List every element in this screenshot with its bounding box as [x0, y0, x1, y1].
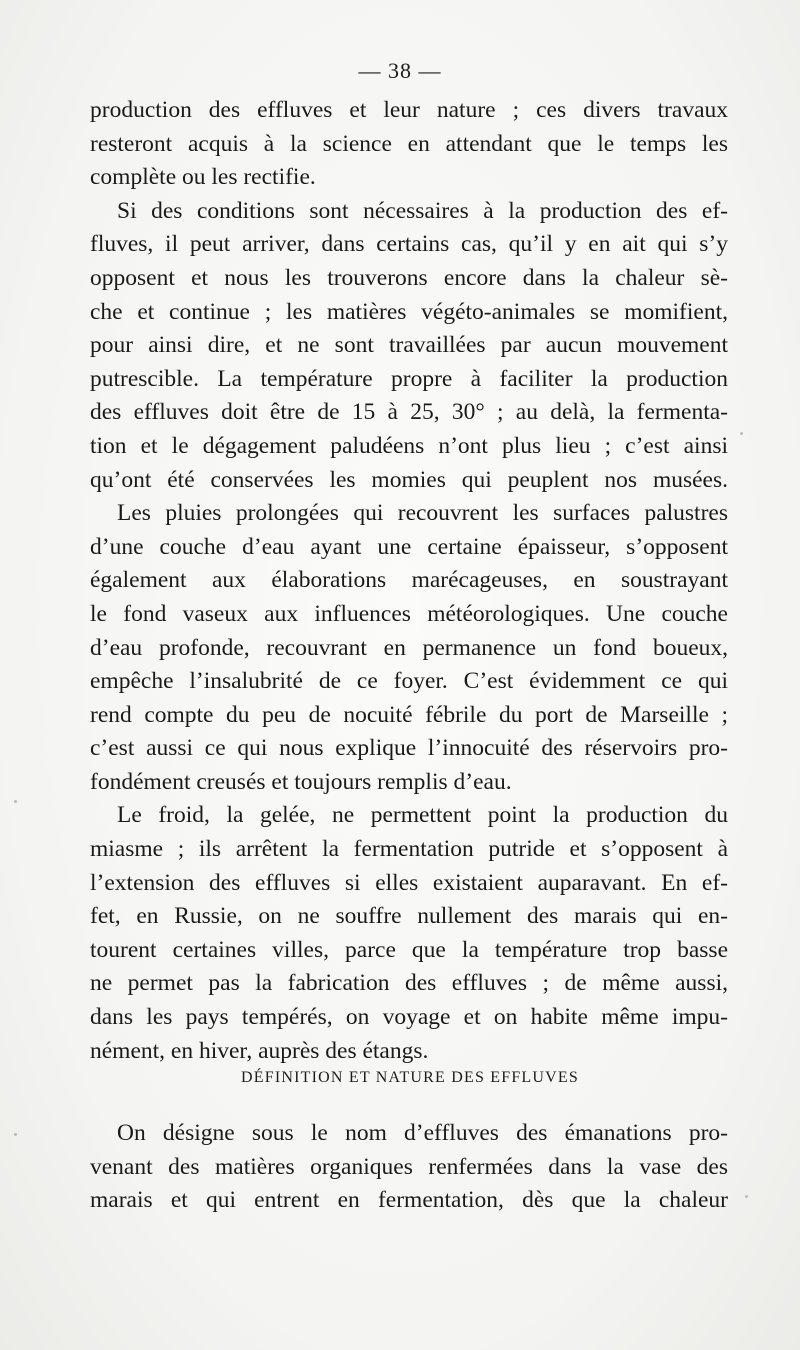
- text-line: tourent certaines villes, parce que la température trop basse: [90, 936, 728, 963]
- text-line: marais et qui entrent en fermentation, dès que la chaleur: [90, 1187, 728, 1214]
- text-line: On désigne sous le nom d’effluves des émanations pro-: [117, 1120, 728, 1146]
- body-text: [90, 94, 728, 1068]
- text-line: Si des conditions sont nécessaires à la production des ef-: [117, 197, 728, 224]
- text-line: c’est aussi ce qui nous explique l’innocuité des réservoirs pro-: [90, 735, 728, 762]
- text-line: également aux élaborations marécageuses, en soustrayant: [90, 567, 728, 594]
- paper-speck: [745, 1195, 748, 1198]
- text-line: tion et le dégagement paludéens n’ont plus lieu ; c’est ainsi: [90, 432, 728, 459]
- text-line: fet, en Russie, on ne souffre nullement des marais qui en-: [90, 903, 728, 930]
- text-line: pour ainsi dire, et ne sont travaillées par aucun mouvement: [90, 332, 728, 359]
- text-line: le fond vaseux aux influences météorologiques. Une couche: [90, 600, 728, 627]
- text-line: qu’ont été conservées les momies qui peuplent nos musées.: [90, 466, 728, 493]
- text-line: fondément creusés et toujours remplis d’eau.: [90, 768, 512, 795]
- text-line: l’extension des effluves si elles existaient auparavant. En ef-: [90, 869, 728, 896]
- section-heading: DÉFINITION ET NATURE DES EFFLUVES: [241, 1069, 579, 1086]
- text-line: complète ou les rectifie.: [90, 164, 316, 191]
- text-line: production des effluves et leur nature ; ces divers travaux: [90, 97, 728, 123]
- text-line: Le froid, la gelée, ne permettent point la production du: [117, 802, 728, 829]
- text-line: miasme ; ils arrêtent la fermentation putride et s’opposent à: [90, 836, 728, 863]
- text-line: resteront acquis à la science en attendant que le temps les: [90, 130, 728, 157]
- paper-speck: [14, 800, 17, 803]
- text-line: fluves, il peut arriver, dans certains cas, qu’il y en ait qui s’y: [90, 231, 728, 258]
- text-line: d’une couche d’eau ayant une certaine épaisseur, s’opposent: [90, 533, 728, 560]
- text-line: nément, en hiver, auprès des étangs.: [90, 1037, 429, 1064]
- text-line: Les pluies prolongées qui recouvrent les surfaces palustres: [117, 500, 728, 527]
- text-line: opposent et nous les trouverons encore dans la chaleur sè-: [90, 264, 728, 291]
- text-line: d’eau profonde, recouvrant en permanence un fond boueux,: [90, 634, 728, 661]
- text-line: empêche l’insalubrité de ce foyer. C’est évidemment ce qui: [90, 668, 728, 695]
- text-line: des effluves doit être de 15 à 25, 30° ; au delà, la fermenta-: [90, 399, 728, 426]
- body-text-continued: [90, 1117, 728, 1218]
- text-line: ne permet pas la fabrication des effluves ; de même aussi,: [90, 970, 728, 997]
- text-line: rend compte du peu de nocuité fébrile du port de Marseille ;: [90, 701, 728, 728]
- text-line: venant des matières organiques renfermées dans la vase des: [90, 1153, 728, 1180]
- text-line: che et continue ; les matières végéto-animales se momifient,: [90, 298, 728, 325]
- text-line: putrescible. La température propre à faciliter la production: [90, 365, 728, 392]
- page-number: — 38 —: [358, 58, 442, 83]
- text-line: dans les pays tempérés, on voyage et on habite même impu-: [90, 1004, 728, 1031]
- paper-speck: [740, 432, 743, 435]
- paper-speck: [14, 1133, 17, 1136]
